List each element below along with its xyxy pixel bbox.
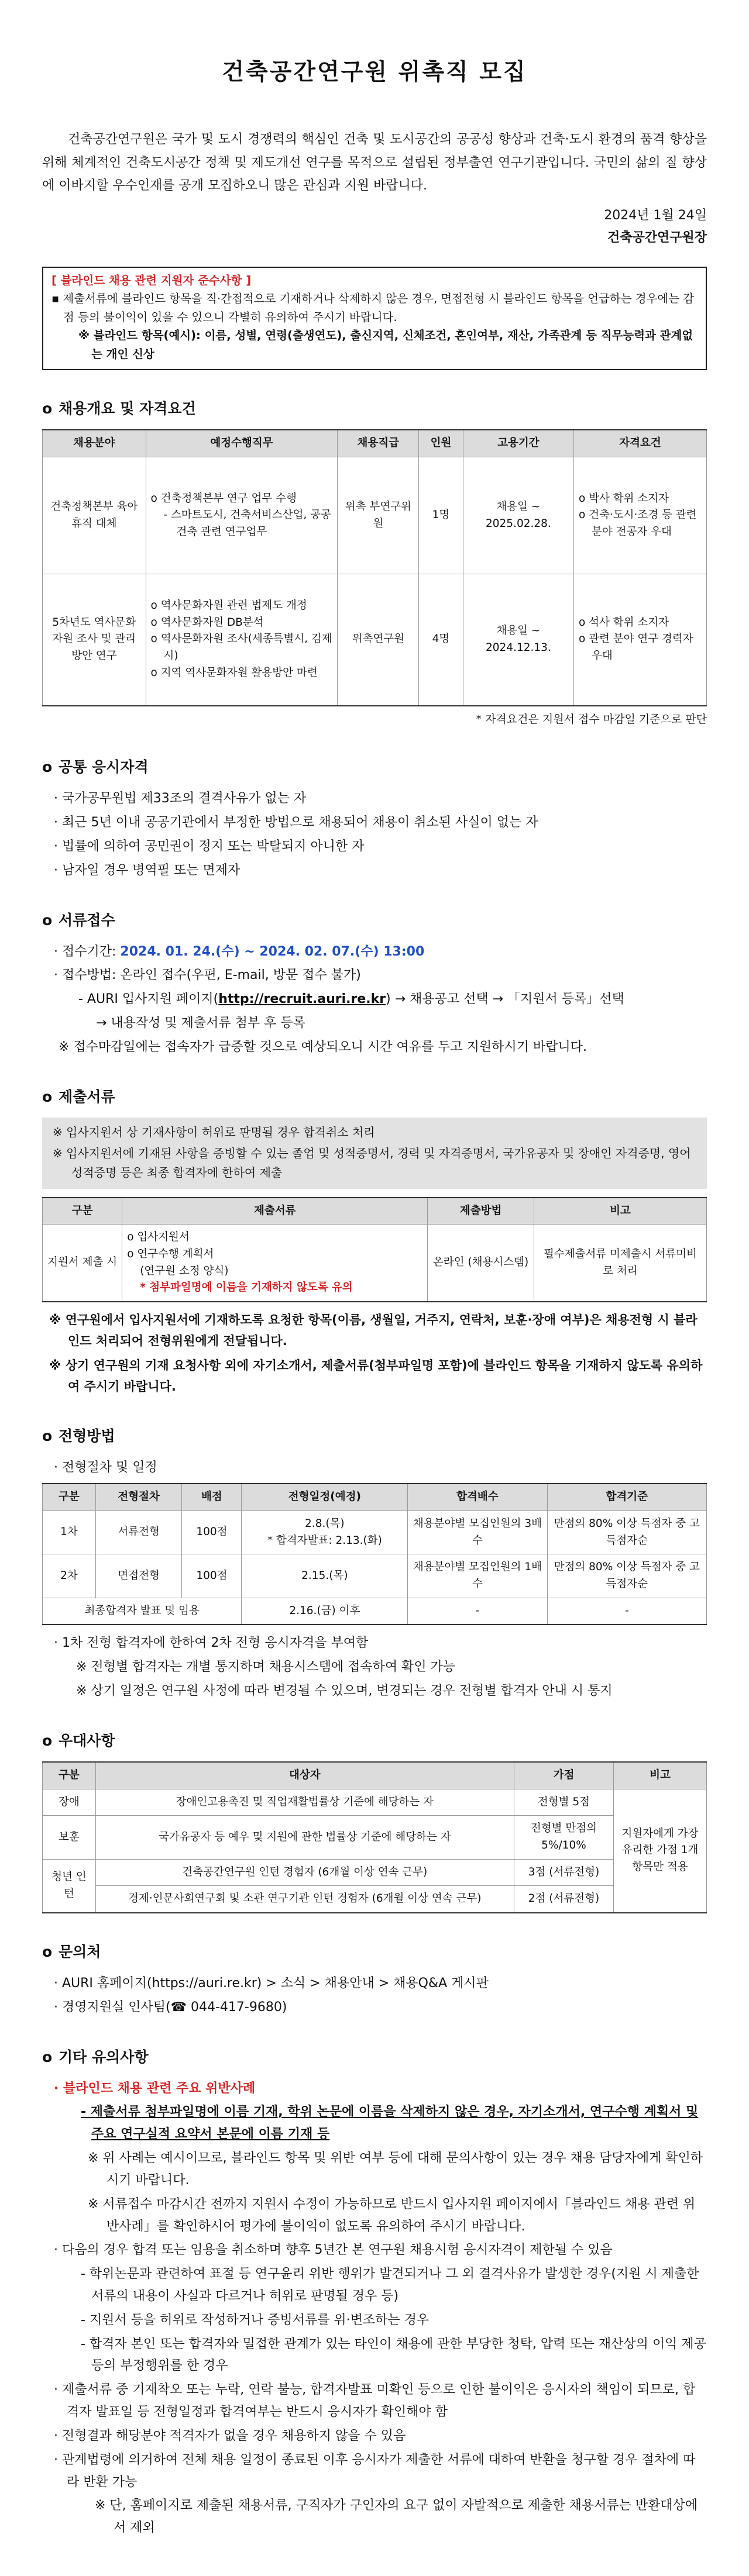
page-title: 건축공간연구원 위촉직 모집 <box>222 59 527 85</box>
blind-warning: ※ 상기 연구원의 기재 요청사항 외에 자기소개서, 제출서류(첨부파일명 포함)에 블라인드 항목을 기재하지 않도록 유의하여 주시기 바랍니다. <box>49 1358 703 1394</box>
notice-heading: [ 블라인드 채용 관련 지원자 준수사항 ] <box>51 273 252 287</box>
column-header: 제출방법 <box>428 1198 534 1225</box>
list-item: · 법률에 의하여 공민권이 정지 또는 박탈되지 아니한 자 <box>54 839 365 854</box>
recruit-link[interactable]: http://recruit.auri.re.kr <box>218 992 386 1007</box>
blind-warning: ※ 연구원에서 입사지원서에 기재하도록 요청한 항목(이름, 생월일, 거주지, 연락처, 보훈·장애 여부)은 채용전형 시 블라인드 처리되어 전형위원에게 전달됩니다. <box>49 1313 698 1349</box>
notice-body: ▪ 제출서류에 블라인드 항목을 직·간접적으로 기재하거나 삭제하지 않은 경우, 면접전형 시 블라인드 항목을 언급하는 경우에는 감점 등의 불이익이 있을 수 있으니 각별히 유의하여 주시기 바랍니다. <box>51 292 695 324</box>
section-heading: o 우대사항 <box>42 1732 115 1749</box>
announcement-date: 2024년 1월 24일 <box>604 208 707 223</box>
list-item: · 최근 5년 이내 공공기관에서 부정한 방법으로 채용되어 채용이 취소된 사실이 없는 자 <box>54 815 538 830</box>
field-cell: 5차년도 역사문화자원 조사 및 관리방안 연구 <box>43 574 146 706</box>
cancel-heading: · 다음의 경우 합격 또는 임용을 취소하며 향후 5년간 본 연구원 채용시험 응시자격이 제한될 수 있음 <box>54 2243 613 2258</box>
application-note: ※ 접수마감일에는 접속자가 급증할 것으로 예상되오니 시간 여유를 두고 지원하시기 바랍니다. <box>59 1039 587 1054</box>
note-item: ※ 위 사례는 예시이므로, 블라인드 항목 및 위반 여부 등에 대해 문의사항이 있는 경우 채용 담당자에게 확인하시기 바랍니다. <box>88 2151 703 2188</box>
section-heading: o 공통 응시자격 <box>42 758 149 776</box>
section-heading: o 서류접수 <box>42 911 115 929</box>
column-header: 구분 <box>43 1198 122 1225</box>
issuer-name: 건축공간연구원장 <box>607 230 707 245</box>
note-item: ※ 단, 홈페이지로 제출된 채용서류, 구직자가 구인자의 요구 없이 자발적으로 제출한 채용서류는 반환대상에서 제외 <box>95 2498 698 2536</box>
table-row: 보훈 국가유공자 등 예우 및 지원에 관한 법률상 기준에 해당하는 자 전형별 만점의 5%/10% <box>43 1816 707 1859</box>
application-method: · 접수방법: 온라인 접수(우편, E-mail, 방문 접수 불가) <box>54 968 361 983</box>
documents-notice: ※ 입사지원서 상 기재사항이 허위로 판명될 경우 합격취소 처리 ※ 입사지원서에 기재된 사항을 증빙할 수 있는 졸업 및 성적증명서, 경력 및 자격증명서, 국가유공자 및 장애인 자격증명, 영어성적증명 등은 최종 합격자에 한하여 제출 <box>42 1118 707 1189</box>
position-table <box>42 429 707 706</box>
contact-item: · 경영지원실 인사팀(☎ 044-417-9680) <box>54 1999 287 2015</box>
qualification-note: * 자격요건은 지원서 접수 마감일 기준으로 판단 <box>476 712 707 726</box>
field-cell: 건축정책본부 육아휴직 대체 <box>43 457 146 574</box>
table-row: 경제·인문사회연구회 및 소관 연구기관 인턴 경험자 (6개월 이상 연속 근무) 2점 (서류전형) <box>43 1886 707 1913</box>
application-steps-cont: → 내용작성 및 제출서류 첨부 후 등록 <box>96 1016 305 1031</box>
list-item: · 관계법령에 의거하여 전체 채용 일정이 종료된 이후 응시자가 제출한 서류에 대하여 반환을 청구할 경우 절차에 따라 반환 가능 <box>54 2452 696 2489</box>
table-row: 1차 서류전형 100점 2.8.(목) * 합격자발표: 2.13.(화) 채용분야별 모집인원의 3배수 만점의 80% 이상 득점자 중 고득점자순 <box>43 1511 707 1554</box>
table-row: 2차 면접전형 100점 2.15.(목) 채용분야별 모집인원의 1배수 만점의 80% 이상 득점자 중 고득점자순 <box>43 1554 707 1598</box>
grade-cell: 위촉연구원 <box>338 574 419 706</box>
column-header: 채용직급 <box>338 430 419 457</box>
list-item: · 전형결과 해당분야 적격자가 없을 경우 채용하지 않을 수 있음 <box>54 2428 406 2443</box>
documents-cell: o 입사지원서 o 연구수행 계획서 (연구원 소정 양식) * 첨부파일명에 이름을 기재하지 않도록 유의 <box>122 1225 428 1302</box>
list-item: · 남자일 경우 병역필 또는 면제자 <box>54 863 240 878</box>
column-header: 인원 <box>419 430 463 457</box>
table-row: 최종합격자 발표 및 임용 2.16.(금) 이후 - - <box>43 1598 707 1625</box>
column-header: 제출서류 <box>122 1198 428 1225</box>
table-header-row: 구분 전형절차 배점 전형일정(예정) 합격배수 합격기준 <box>43 1484 707 1511</box>
application-steps: - AURI 입사지원 페이지(http://recruit.auri.re.kr) → 채용공고 선택 → 「지원서 등록」선택 <box>78 992 624 1007</box>
preference-table <box>42 1761 707 1913</box>
violation-heading: · 블라인드 채용 관련 주요 위반사례 <box>54 2081 256 2096</box>
table-row <box>43 457 707 574</box>
list-item: · 제출서류 중 기재착오 또는 누락, 연락 불능, 합격자발표 미확인 등으로 인한 불이익은 응시자의 책임이 되므로, 합격자 발표일 등 전형일정과 합격여부는 반드시 응시자가 확인해야 함 <box>54 2382 696 2420</box>
intro-paragraph: 건축공간연구원은 국가 및 도시 경쟁력의 핵심인 건축 및 도시공간의 공공성 향상과 건축·도시 환경의 품격 향상을 위해 체계적인 건축도시공간 정책 및 제도개선 연구를 목적으로 설립된 정부출연 연구기관입니다. 국민의 삶의 질 향상에 이바지할 우수인재를 공개 모집하오니 많은 관심과 지원 바랍니다. <box>42 132 707 194</box>
grade-cell: 위촉 부연구위원 <box>338 457 419 574</box>
documents-table <box>42 1197 707 1302</box>
column-header: 자격요건 <box>573 430 706 457</box>
table-row: 지원서 제출 시 o 입사지원서 o 연구수행 계획서 (연구원 소정 양식) * 첨부파일명에 이름을 기재하지 않도록 유의 온라인 (채용시스템) 필수제출서류 미제출시 서류미비로 처리 <box>43 1225 707 1302</box>
qualification-cell: o 박사 학위 소지자 o 건축·도시·조경 등 관련 분야 전공자 우대 <box>573 457 706 574</box>
section-heading: o 채용개요 및 자격요건 <box>42 400 196 418</box>
note-item: ※ 전형별 합격자는 개별 통지하며 채용시스템에 접속하여 확인 가능 <box>76 1660 456 1675</box>
column-header: 예정수행직무 <box>146 430 338 457</box>
preference-remark: 지원자에게 가장 유리한 가점 1개 항목만 적용 <box>614 1789 707 1913</box>
table-header-row <box>43 1198 707 1225</box>
note-item: ※ 서류접수 마감시간 전까지 지원서 수정이 가능하므로 반드시 입사지원 페이지에서「블라인드 채용 관련 위반사례」를 확인하시어 평가에 불이익이 없도록 유의하여 주시기 바랍니다. <box>88 2196 696 2234</box>
list-item: · 국가공무원법 제33조의 결격사유가 없는 자 <box>54 791 307 806</box>
contact-item: · AURI 홈페이지(https://auri.re.kr) > 소식 > 채용안내 > 채용Q&A 게시판 <box>54 1975 489 1991</box>
table-row <box>43 574 707 706</box>
column-header: 채용분야 <box>43 430 146 457</box>
table-row: 장애 장애인고용촉진 및 직업재활법률상 기준에 해당하는 자 전형별 5점 지원자에게 가장 유리한 가점 1개 항목만 적용 <box>43 1789 707 1816</box>
list-item: - 학위논문과 관련하여 표절 등 연구윤리 위반 행위가 발견되거나 그 외 결격사유가 발생한 경우(지원 시 제출한 서류의 내용이 사실과 다르거나 허위로 판명될 경우 등) <box>81 2267 699 2303</box>
duties-cell: o 건축정책본부 연구 업무 수행 - 스마트도시, 건축서비스산업, 공공건축 관련 연구업무 <box>146 457 338 574</box>
table-header-row: 구분 대상자 가점 비고 <box>43 1762 707 1789</box>
subheading: · 전형절차 및 일정 <box>54 1460 157 1475</box>
notice-examples: ※ 블라인드 항목(예시): 이름, 성별, 연령(출생연도), 출신지역, 신체조건, 혼인여부, 재산, 가족관계 등 직무능력과 관계없는 개인 신상 <box>78 329 693 361</box>
duties-cell: o 역사문화자원 관련 법제도 개정 o 역사문화자원 DB분석 o 역사문화자원 조사(세종특별시, 김제시) o 지역 역사문화자원 활용방안 마련 <box>146 574 338 706</box>
period-cell: 채용일 ~ 2025.02.28. <box>463 457 573 574</box>
list-item: · 1차 전형 합격자에 한하여 2차 전형 응시자격을 부여함 <box>54 1636 369 1651</box>
count-cell: 1명 <box>419 457 463 574</box>
period-cell: 채용일 ~ 2024.12.13. <box>463 574 573 706</box>
table-header-row <box>43 430 707 457</box>
qualification-cell: o 석사 학위 소지자 o 관련 분야 연구 경력자 우대 <box>573 574 706 706</box>
selection-table <box>42 1483 707 1625</box>
section-heading: o 전형방법 <box>42 1427 115 1444</box>
table-row: 청년 인턴 건축공간연구원 인턴 경험자 (6개월 이상 연속 근무) 3점 (서류전형) <box>43 1859 707 1886</box>
list-item: - 지원서 등을 허위로 작성하거나 증빙서류를 위·변조하는 경우 <box>81 2312 430 2327</box>
column-header: 비고 <box>534 1198 706 1225</box>
column-header: 고용기간 <box>463 430 573 457</box>
note-item: ※ 상기 일정은 연구원 사정에 따라 변경될 수 있으며, 변경되는 경우 전형별 합격자 안내 시 통지 <box>76 1684 613 1699</box>
application-period: · 접수기간: 2024. 01. 24.(수) ~ 2024. 02. 07.(수) 13:00 <box>54 944 425 959</box>
violation-examples: - 제출서류 첨부파일명에 이름 기재, 학위 논문에 이름을 삭제하지 않은 경우, 자기소개서, 연구수행 계획서 및 주요 연구실적 요약서 본문에 이름 기재 등 <box>81 2105 699 2142</box>
section-heading: o 제출서류 <box>42 1088 115 1105</box>
section-heading: o 기타 유의사항 <box>42 2048 149 2065</box>
blind-hiring-notice <box>42 267 707 371</box>
section-heading: o 문의처 <box>42 1943 101 1960</box>
list-item: - 합격자 본인 또는 합격자와 밀접한 관계가 있는 타인이 채용에 관한 부당한 청탁, 압력 또는 재산상의 이익 제공 등의 부정행위를 한 경우 <box>81 2336 706 2374</box>
count-cell: 4명 <box>419 574 463 706</box>
